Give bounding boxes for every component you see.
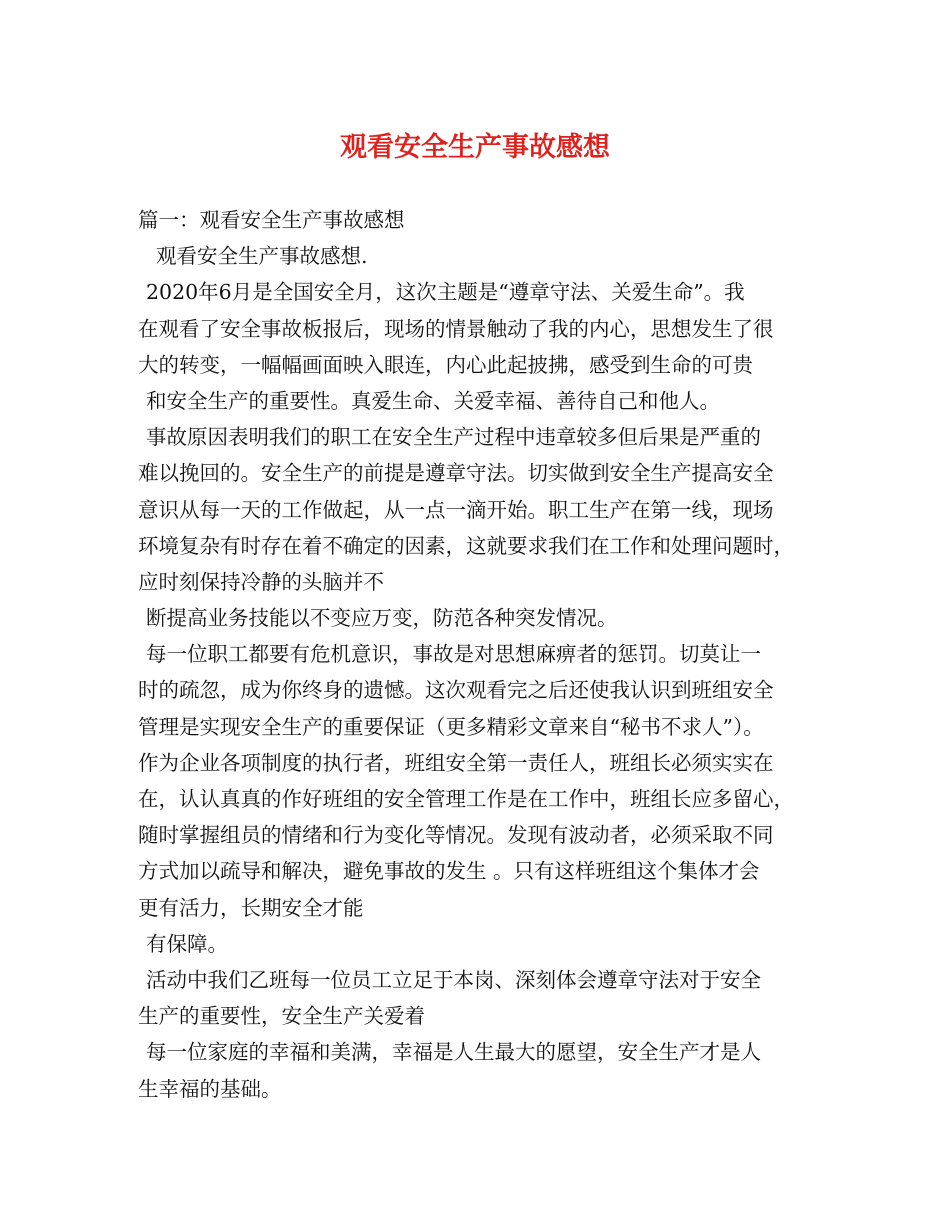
- text-line: 在，认认真真的作好班组的安全管理工作是在工作中，班组长应多留心，: [138, 787, 794, 811]
- text-line: 事故原因表明我们的职工在安全生产过程中违章较多但后果是严重的: [146, 425, 761, 450]
- text-line: 在观看了安全事故板报后，现场的情景触动了我的内心，思想发生了很: [138, 316, 774, 341]
- text-line: 应时刻保持冷静的头脑并不: [138, 569, 384, 594]
- text-line: 每一位家庭的幸福和美满，幸福是人生最大的愿望，安全生产才是人: [146, 1040, 761, 1065]
- text-line: 生产的重要性，安全生产关爱着: [138, 1004, 425, 1029]
- text-line: 篇一：观看安全生产事故感想: [138, 208, 405, 232]
- text-line: 2020年6月是全国安全月，这次主题是“遵章守法、关爱生命”。我: [146, 280, 745, 305]
- text-line: 随时掌握组员的情绪和行为变化等情况。发现有波动者，必须采取不同: [138, 823, 774, 848]
- text-line: 大的转变，一幅幅画面映入眼连，内心此起披拂，感受到生命的可贵: [138, 352, 753, 377]
- text-line: 断提高业务技能以不变应万变，防范各种突发情况。: [146, 606, 618, 631]
- text-line: 更有活力，长期安全才能: [138, 895, 364, 920]
- text-line: 时的疏忽，成为你终身的遗憾。这次观看完之后还使我认识到班组安全: [138, 678, 774, 703]
- text-line: 管理是实现安全生产的重要保证（更多精彩文章来自“秘书不求人”）。: [138, 714, 764, 739]
- document-body: [138, 202, 818, 1107]
- text-line: 方式加以疏导和解决，避免事故的发生 。只有这样班组这个集体才会: [138, 859, 760, 884]
- text-line: 意识从每一天的工作做起，从一点一滴开始。职工生产在第一线，现场: [138, 497, 774, 522]
- text-line: 有保障。: [146, 931, 228, 956]
- document-title: 观看安全生产事故感想: [340, 132, 610, 163]
- text-line: 和安全生产的重要性。真爱生命、关爱幸福、善待自己和他人。: [146, 388, 720, 413]
- text-line: 生幸福的基础。: [138, 1076, 282, 1101]
- text-line: 难以挽回的。安全生产的前提是遵章守法。切实做到安全生产提高安全: [138, 461, 774, 486]
- text-line: 环境复杂有时存在着不确定的因素，这就要求我们在工作和处理问题时，: [138, 533, 794, 558]
- text-line: 作为企业各项制度的执行者，班组安全第一责任人，班组长必须实实在: [138, 750, 774, 775]
- text-line: 每一位职工都要有危机意识，事故是对思想麻痹者的惩罚。切莫让一: [146, 642, 761, 667]
- text-line: 活动中我们乙班每一位员工立足于本岗、深刻体会遵章守法对于安全: [146, 967, 761, 992]
- text-line: 观看安全生产事故感想.: [156, 244, 368, 269]
